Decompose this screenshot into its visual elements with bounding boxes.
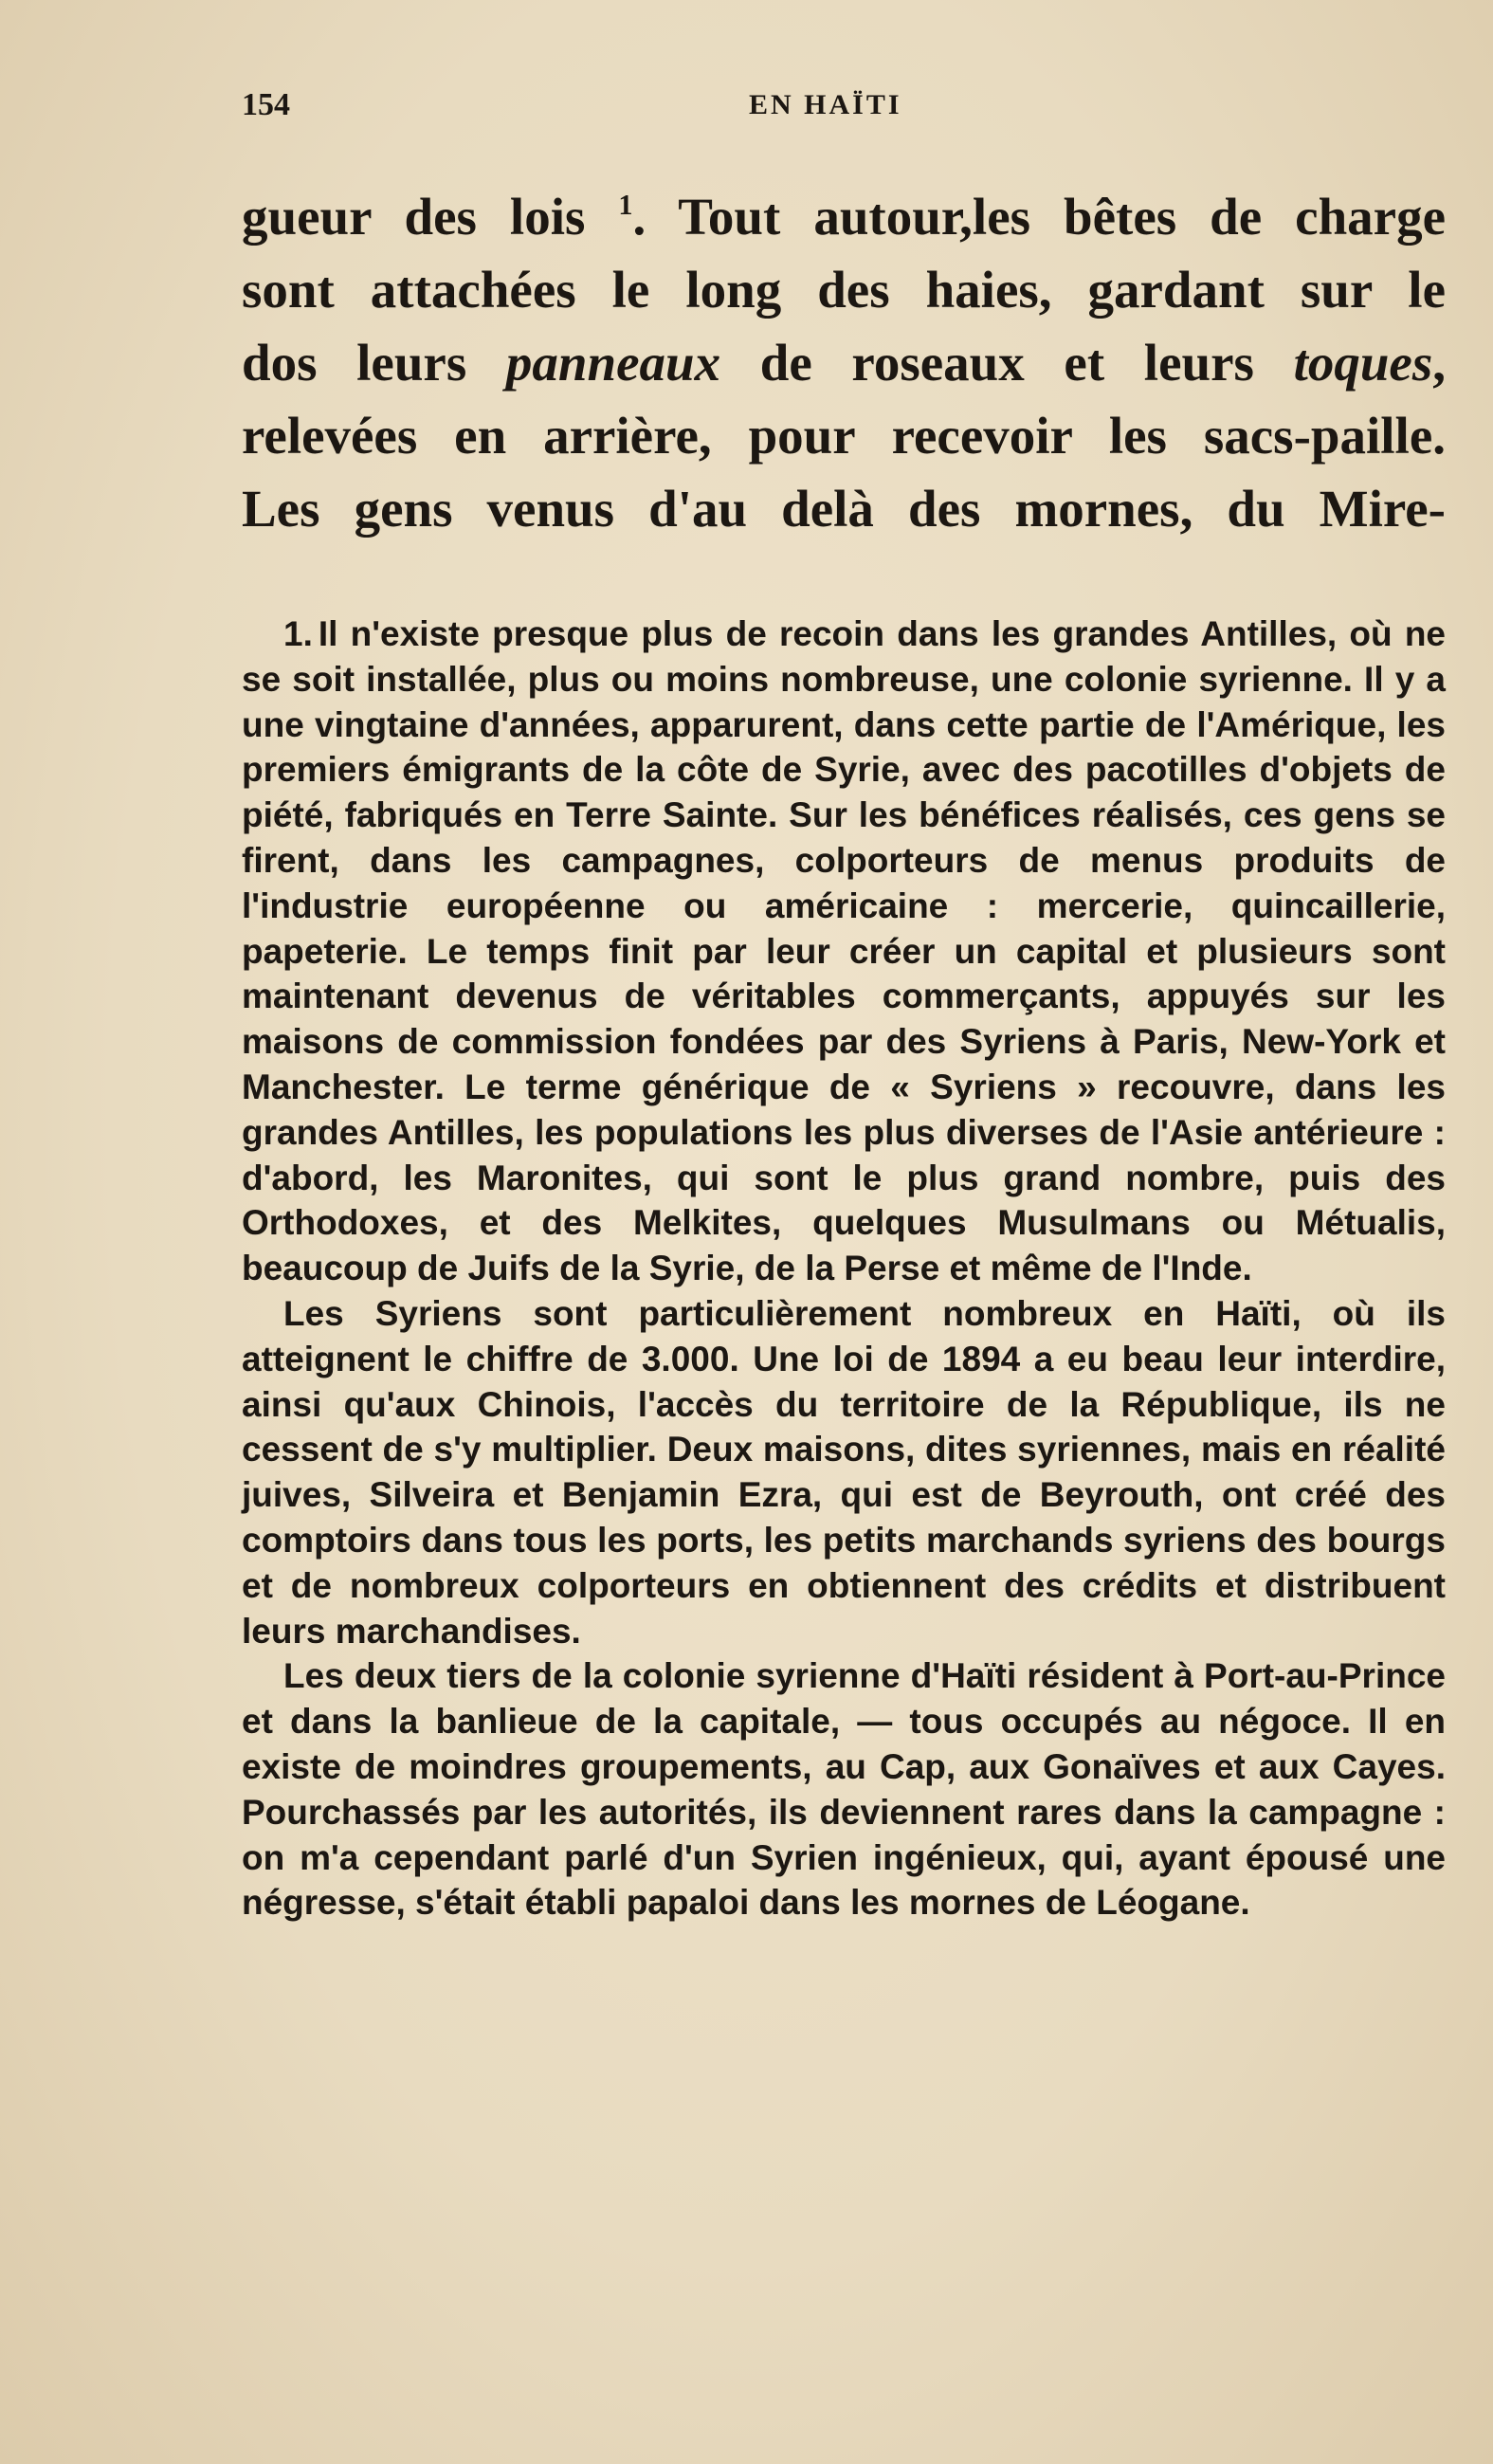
page-header	[242, 87, 1446, 135]
running-head: EN HAÏTI	[749, 89, 902, 120]
footnote-marker: 1	[618, 188, 633, 221]
footnote-paragraph: Les deux tiers de la colonie syrienne d'Haïti résident à Port-au-Prince et dans la banlieue de la capitale, — tous occupés au négoce. Il en existe de moindres groupements, au Cap, aux Gonaïves et aux Cayes. Pourchassés par les autorités, ils deviennent rares dans la campagne : on m'a cependant parlé d'un Syrien ingénieux, qui, ayant épousé une négresse, s'était établi papaloi dans les mornes de Léogane.	[242, 1656, 1446, 1923]
text-line: relevées en arrière, pour recevoir les sacs-paille.	[242, 407, 1446, 465]
text-line: gueur des lois $^1$. Tout autour,les bêtes de charge	[242, 188, 1446, 246]
text-line: sont attachées le long des haies, gardant sur le	[242, 261, 1446, 319]
text-line: Les gens venus d'au delà des mornes, du Mire-	[242, 480, 1446, 538]
footnote-paragraph: Les Syriens sont particulièrement nombreux en Haïti, où ils atteignent le chiffre de 3.000. Une loi de 1894 a eu beau leur interdire, ainsi qu'aux Chinois, l'accès du territoire de la République, ils ne cessent de s'y multiplier. Deux maisons, dites syriennes, mais en réalité juives, Silveira et Benjamin Ezra, qui est de Beyrouth, ont créé des comptoirs dans tous les ports, les petits marchands syriens des bourgs et de nombreux colporteurs en obtiennent des crédits et distribuent leurs marchandises.	[242, 1293, 1446, 1651]
footnotes	[242, 611, 1446, 1926]
footnote-number: 1.	[283, 614, 313, 653]
footnote-paragraph: 1. Il n'existe presque plus de recoin dans les grandes Antilles, où ne se soit installée, plus ou moins nombreuse, une colonie syrienne. Il y a une vingtaine d'années, apparurent, dans cette partie de l'Amérique, les premiers émigrants de la côte de Syrie, avec des pacotilles d'objets de piété, fabriqués en Terre Sainte. Sur les bénéfices réalisés, ces gens se firent, dans les campagnes, colporteurs de menus produits de l'industrie européenne ou américaine : mercerie, quincaillerie, papeterie. Le temps finit par leur créer un capital et plusieurs sont maintenant devenus de véritables commerçants, appuyés sur les maisons de commission fondées par des Syriens à Paris, New-York et Manchester. Le terme générique de « Syriens » recouvre, dans les grandes Antilles, les populations les plus diverses de l'Asie antérieure : d'abord, les Maronites, qui sont le plus grand nombre, puis des Orthodoxes, et des Melkites, quelques Musulmans ou Métualis, beaucoup de Juifs de la Syrie, de la Perse et même de l'Inde.	[242, 614, 1446, 1288]
main-text	[242, 180, 1446, 545]
text-line: dos leurs panneaux de roseaux et leurs toques,	[242, 334, 1446, 392]
page-number: 154	[242, 87, 290, 122]
